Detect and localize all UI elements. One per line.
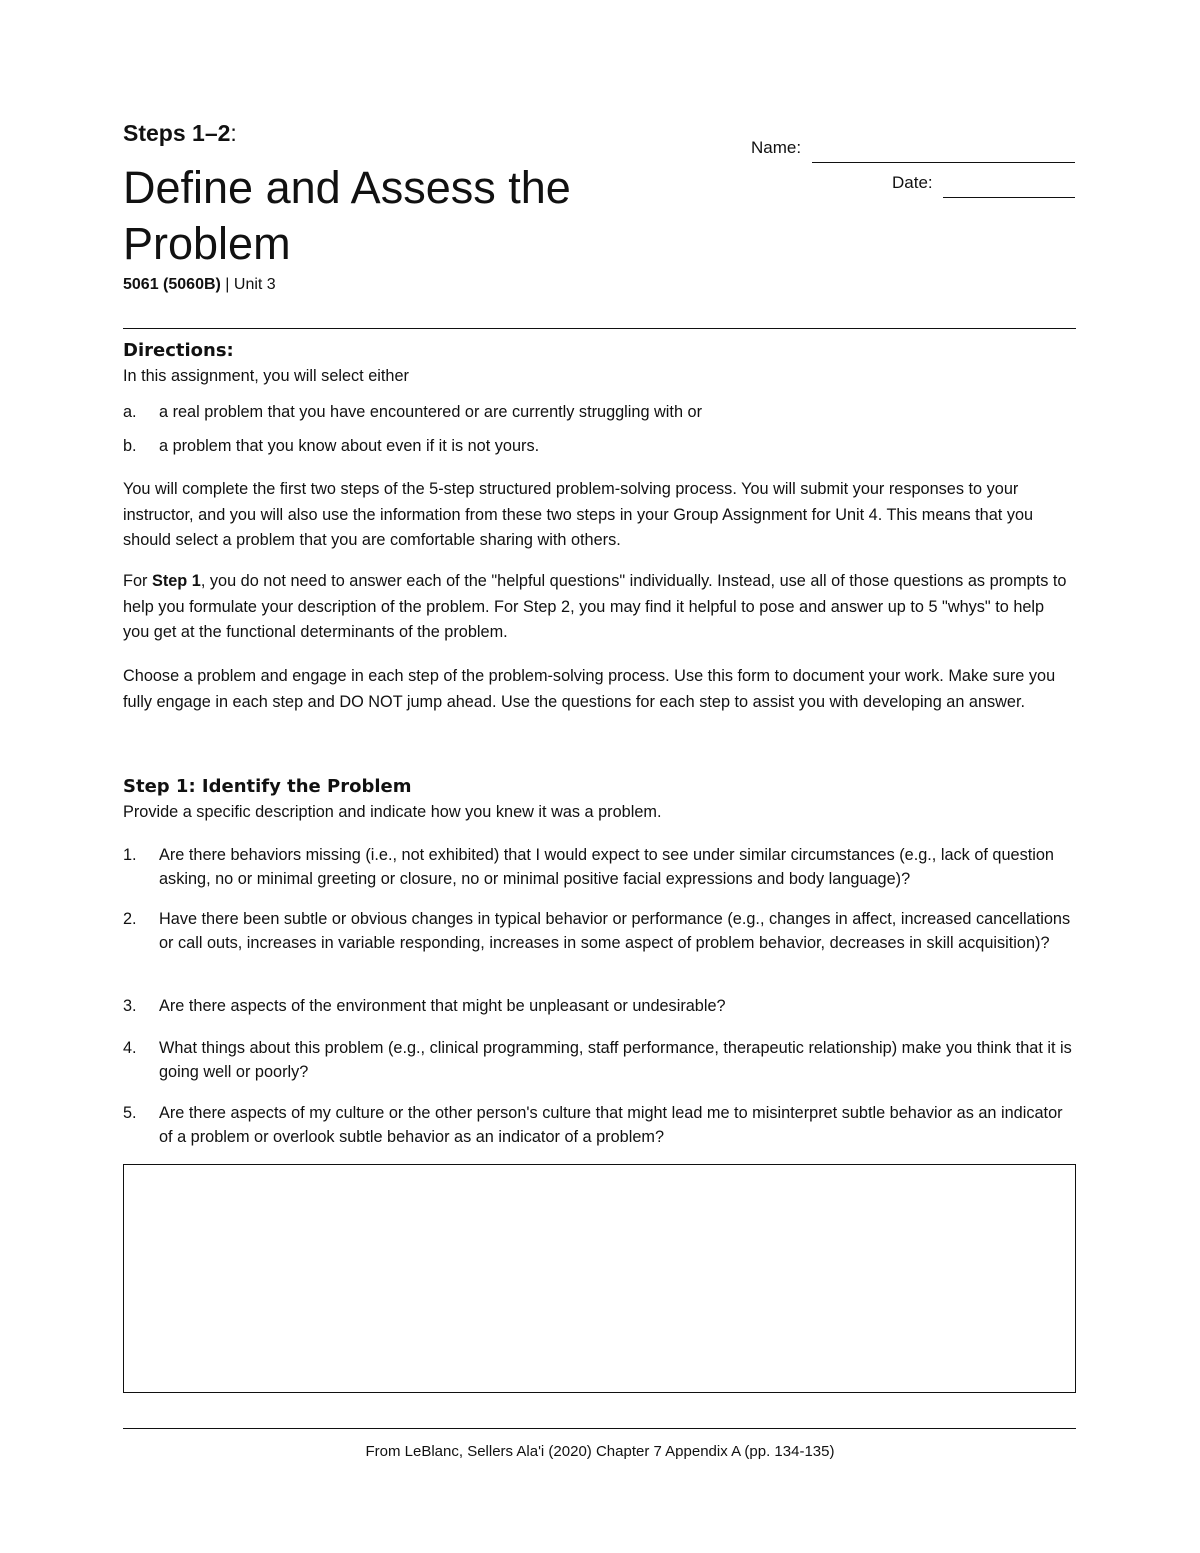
directions-heading: Directions:: [123, 340, 234, 361]
directions-paragraph-1: You will complete the first two steps of the 5-step structured problem-solving process. You will submit your responses to your instructor, and you will also use the information from these two steps in your Group Assignment for Unit 4. This means that you should select a problem that you are comfortable sharing with others.: [123, 480, 1034, 549]
para2-rest: , you do not need to answer each of the "helpful questions" individually. Instead, use all of those questions as prompts to help you formulate your description of the problem. For Step 2, you may find it helpful to pose and answer up to 5 "whys" to help you get at the functional determinants of the problem.: [123, 572, 1067, 641]
name-field[interactable]: [812, 162, 1075, 163]
question-text: Have there been subtle or obvious changes in typical behavior or performance (e.g., changes in affect, increased cancellations or call outs, increases in variable responding, increases in some aspect of problem behavior, decreases in skill acquisition)?: [159, 910, 1071, 952]
question-text: What things about this problem (e.g., clinical programming, staff performance, therapeutic relationship) make you think that it is going well or poorly?: [159, 1039, 1072, 1081]
page-title: Define and Assess the Problem: [123, 162, 571, 269]
para2-bold: Step 1: [151, 572, 201, 590]
directions-paragraph-2: [123, 569, 1073, 646]
question-number: 4.: [123, 1039, 137, 1057]
question-number: 5.: [123, 1104, 137, 1122]
para2-prefix: For: [123, 572, 152, 590]
steps-label: [123, 120, 237, 147]
steps-label-colon: :: [230, 120, 237, 146]
directions-intro: In this assignment, you will select either: [123, 367, 409, 385]
unit-label: Unit 3: [233, 276, 276, 293]
option-label: b.: [123, 437, 137, 455]
step1-subtext: Provide a specific description and indicate how you knew it was a problem.: [123, 803, 662, 821]
question-text: Are there aspects of the environment that might be unpleasant or undesirable?: [159, 997, 726, 1015]
footer-citation: From LeBlanc, Sellers Ala'i (2020) Chapter 7 Appendix A (pp. 134-135): [365, 1443, 835, 1460]
step1-heading: Step 1: Identify the Problem: [123, 776, 412, 797]
directions-paragraph-3: Choose a problem and engage in each step of the problem-solving process. Use this form to document your work. Make sure you fully engage in each step and DO NOT jump ahead. Use the questions for each step to assist you with developing an answer.: [123, 667, 1056, 711]
question-text: Are there behaviors missing (i.e., not exhibited) that I would expect to see under similar circumstances (e.g., lack of question asking, no or minimal greeting or closure, no or minimal positive facial expressions and body language)?: [159, 846, 1054, 888]
header-divider: [123, 328, 1076, 329]
question-text: Are there aspects of my culture or the other person's culture that might lead me to misinterpret subtle behavior as an indicator of a problem or overlook subtle behavior as an indicator of a problem?: [159, 1104, 1063, 1146]
footer-divider: [123, 1428, 1076, 1429]
option-text: a real problem that you have encountered or are currently struggling with or: [159, 403, 703, 421]
name-label: Name:: [751, 138, 802, 157]
option-label: a.: [123, 403, 137, 421]
course-line: [123, 276, 276, 294]
steps-label-bold: Steps 1–2: [123, 120, 231, 146]
question-number: 2.: [123, 910, 137, 928]
option-text: a problem that you know about even if it is not yours.: [159, 437, 540, 455]
date-label: Date:: [892, 173, 933, 192]
step1-answer-box[interactable]: [123, 1164, 1076, 1393]
course-code: 5061 (5060B): [123, 276, 221, 293]
question-number: 3.: [123, 997, 137, 1015]
course-separator: |: [220, 276, 234, 293]
question-number: 1.: [123, 846, 137, 864]
date-field[interactable]: [943, 197, 1075, 198]
